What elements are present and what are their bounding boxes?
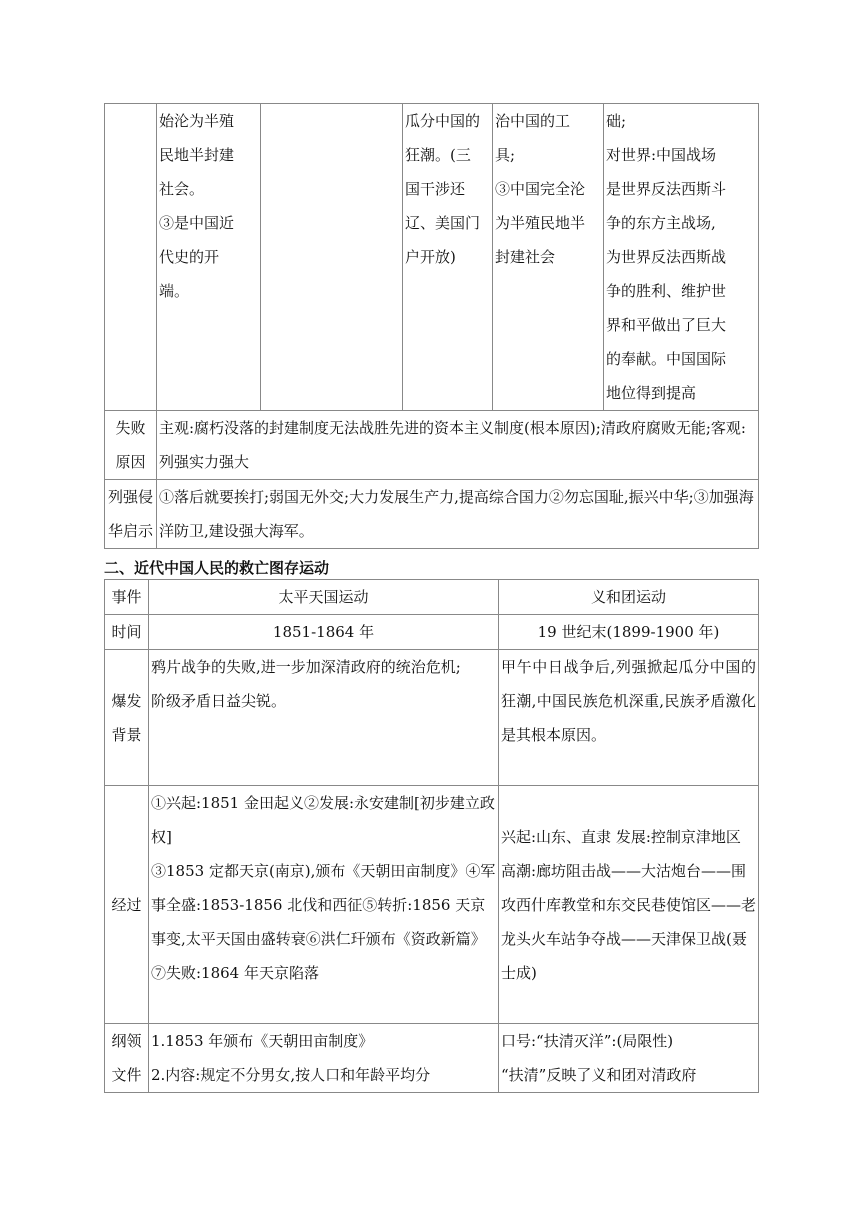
fail-reason-text: 主观:腐朽没落的封建制度无法战胜先进的资本主义制度(根本原因);清政府腐败无能;客观:列强实力强大 xyxy=(157,411,759,480)
table-cell: 兴起:山东、直隶 发展:控制京津地区 高潮:廊坊阻击战——大沽炮台——围攻西什库教堂和东交民巷使馆区——老龙头火车站争夺战——天津保卫战(聂士成) xyxy=(499,786,759,1024)
movements-table xyxy=(104,579,759,1093)
table-cell xyxy=(261,104,403,411)
section-heading: 二、近代中国人民的救亡图存运动 xyxy=(104,559,330,577)
table-cell: 口号:“扶清灭洋”:(局限性) “扶清”反映了义和团对清政府 xyxy=(499,1024,759,1093)
row-label-background: 爆发 背景 xyxy=(105,650,149,786)
table-row xyxy=(105,615,759,650)
table-cell: 始沦为半殖 民地半封建 社会。 ③是中国近 代史的开 端。 xyxy=(157,104,261,411)
row-label-time: 时间 xyxy=(105,615,149,650)
table-cell: 1851-1864 年 xyxy=(149,615,499,650)
table-row xyxy=(105,104,759,411)
table-cell xyxy=(105,104,157,411)
row-label-fail-reason: 失败 原因 xyxy=(105,411,157,480)
table-cell: 甲午中日战争后,列强掀起瓜分中国的狂潮,中国民族危机深重,民族矛盾激化是其根本原因。 xyxy=(499,650,759,786)
row-label-lesson: 列强侵 华启示 xyxy=(105,480,157,549)
wars-table xyxy=(104,103,759,549)
header-taiping: 太平天国运动 xyxy=(149,580,499,615)
row-label-course: 经过 xyxy=(105,786,149,1024)
table-cell: ①兴起:1851 金田起义②发展:永安建制[初步建立政权] ③1853 定都天京(南京),颁布《天朝田亩制度》④军事全盛:1853-1856 北伐和西征⑤转折:1856 天京事变,太平天国由盛转衰⑥洪仁玕颁布《资政新篇》⑦失败:1864 年天京陷落 xyxy=(149,786,499,1024)
table-row xyxy=(105,1024,759,1093)
table-cell: 治中国的工 具; ③中国完全沦 为半殖民地半 封建社会 xyxy=(493,104,604,411)
row-label-program: 纲领 文件 xyxy=(105,1024,149,1093)
table-row xyxy=(105,480,759,549)
header-event: 事件 xyxy=(105,580,149,615)
table-row xyxy=(105,650,759,786)
table-cell: 鸦片战争的失败,进一步加深清政府的统治危机; 阶级矛盾日益尖锐。 xyxy=(149,650,499,786)
table-cell: 瓜分中国的 狂潮。(三 国干涉还 辽、美国门 户开放) xyxy=(403,104,493,411)
table-row xyxy=(105,411,759,480)
table-cell: 础; 对世界:中国战场 是世界反法西斯斗 争的东方主战场, 为世界反法西斯战 争的胜利、维护世 界和平做出了巨大 的奉献。中国国际 地位得到提高 xyxy=(604,104,759,411)
table-cell: 1.1853 年颁布《天朝田亩制度》 2.内容:规定不分男女,按人口和年龄平均分 xyxy=(149,1024,499,1093)
header-boxer: 义和团运动 xyxy=(499,580,759,615)
lesson-text: ①落后就要挨打;弱国无外交;大力发展生产力,提高综合国力②勿忘国耻,振兴中华;③加强海洋防卫,建设强大海军。 xyxy=(157,480,759,549)
table-cell: 19 世纪末(1899-1900 年) xyxy=(499,615,759,650)
table-row xyxy=(105,786,759,1024)
table-row xyxy=(105,580,759,615)
